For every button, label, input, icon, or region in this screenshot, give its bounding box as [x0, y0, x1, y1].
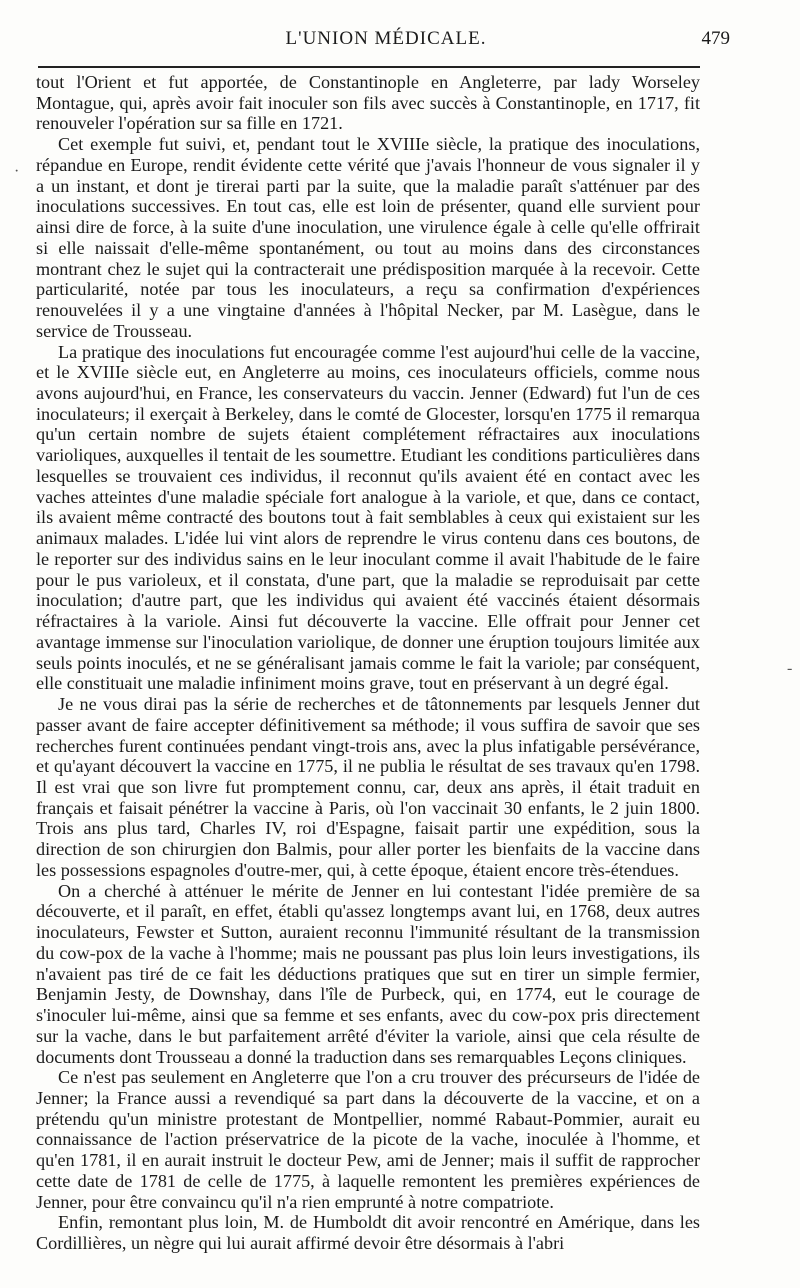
paragraph: Cet exemple fut suivi, et, pendant tout le XVIIIe siècle, la pratique des inoculations, répandue en Europe, rendit évidente cette vérité que j'avais l'honneur de vous signaler il y a un instant, et dont je tirerai parti par la suite, que la maladie paraît s'atténuer par des inoculations successives. En tout cas, elle est loin de présenter, quand elle survient pour ainsi dire de force, à la suite d'une inoculation, une virulence égale à celle qu'elle offrirait si elle naissait d'elle-même spontanément, ou tout au moins dans des circonstances montrant chez le sujet qui la contracterait une prédisposition marquée à la recevoir. Cette particularité, notée par tous les inoculateurs, a reçu sa confirmation d'expériences renouvelées il y a une vingtaine d'années à l'hôpital Necker, par M. Lasègue, dans le service de Trousseau. [36, 134, 700, 341]
paragraph: Je ne vous dirai pas la série de recherches et de tâtonnements par lesquels Jenner dut passer avant de faire accepter définitivement sa méthode; il vous suffira de savoir que ses recherches furent continuées pendant vingt-trois ans, avec la plus infatigable persévérance, et qu'ayant découvert la vaccine en 1775, il ne publia le résultat de ses travaux qu'en 1798. Il est vrai que son livre fut promptement connu, car, deux ans après, il était traduit en français et faisait pénétrer la vaccine à Paris, où l'on vaccinait 30 enfants, le 2 juin 1800. Trois ans plus tard, Charles IV, roi d'Espagne, faisait partir une expédition, sous la direction de son chirurgien don Balmis, pour aller porter les bienfaits de la vaccine dans les possessions espagnoles d'outre-mer, qui, à cette époque, étaient encore très-étendues. [36, 694, 700, 880]
paragraph: Ce n'est pas seulement en Angleterre que l'on a cru trouver des précurseurs de l'idée de Jenner; la France aussi a revendiqué sa part dans la découverte de la vaccine, et on a prétendu qu'un ministre protestant de Montpellier, nommé Rabaut-Pommier, aurait eu connaissance de l'action préservatrice de la picote de la vache, inoculée à l'homme, et qu'en 1781, il en aurait instruit le docteur Pew, ami de Jenner; mais il suffit de rapprocher cette date de 1781 de celle de 1775, à laquelle remontent les premières expériences de Jenner, pour être convaincu qu'il n'a rien emprunté à notre compatriote. [36, 1067, 700, 1212]
paragraph: Enfin, remontant plus loin, M. de Humboldt dit avoir rencontré en Amérique, dans les Cordillières, un nègre qui lui aurait affirmé devoir être désormais à l'abri [36, 1212, 700, 1254]
paragraph: On a cherché à atténuer le mérite de Jenner en lui contestant l'idée première de sa découverte, et il paraît, en effet, établi qu'assez longtemps avant lui, en 1768, deux autres inoculateurs, Fewster et Sutton, auraient reconnu l'immunité résultant de la transmission du cow-pox de la vache à l'homme; mais ne poussant pas plus loin leurs investigations, ils n'avaient pas tiré de ce fait les déductions pratiques que sut en tirer un simple fermier, Benjamin Jesty, de Downshay, dans l'île de Purbeck, qui, en 1774, eut le courage de s'inoculer lui-même, ainsi que sa femme et ses enfants, avec du cow-pox pris directement sur la vache, dans le but parfaitement arrêté d'éviter la variole, ainsi que cela résulte de documents dont Trousseau a donné la traduction dans ses remarquables Leçons cliniques. [36, 880, 700, 1067]
page-number: 479 [701, 28, 730, 49]
margin-dot: · [14, 163, 20, 180]
running-title: L'UNION MÉDICALE. [285, 28, 487, 49]
page-header [36, 28, 736, 58]
paragraph: tout l'Orient et fut apportée, de Constantinople en Angleterre, par lady Worseley Montague, qui, après avoir fait inoculer son fils avec succès à Constantinople, en 1717, fit renouveler l'opération sur sa fille en 1721. [36, 72, 700, 134]
header-rule [38, 66, 700, 68]
article-body [36, 72, 700, 1254]
paragraph: La pratique des inoculations fut encouragée comme l'est aujourd'hui celle de la vaccine, et le XVIIIe siècle eut, en Angleterre au moins, ces inoculateurs officiels, comme nous avons aujourd'hui, en France, les conservateurs du vaccin. Jenner (Edward) fut l'un de ces inoculateurs; il exerçait à Berkeley, dans le comté de Glocester, lorsqu'en 1775 il remarqua qu'un certain nombre de sujets étaient complétement réfractaires aux inoculations varioliques, auxquelles il tentait de les soumettre. Etudiant les conditions particulières dans lesquelles se trouvaient ces individus, il reconnut qu'ils avaient été en contact avec les vaches atteintes d'une maladie spéciale fort analogue à la variole, et que, dans ce contact, ils avaient même contracté des boutons tout à fait semblables à ceux qui existaient sur les animaux malades. L'idée lui vint alors de reprendre le virus contenu dans ces boutons, de le reporter sur des individus sains en le leur inoculant comme il avait l'habitude de le faire pour le pus varioleux, et il constata, d'une part, que la maladie se reproduisait par cette inoculation; d'autre part, que les individus qui avaient été vaccinés étaient désormais réfractaires à la variole. Ainsi fut découverte la vaccine. Elle offrait pour Jenner cet avantage immense sur l'inoculation variolique, de donner une éruption toujours limitée aux seuls points inoculés, et ne se généralisant jamais comme le fait la variole; par conséquent, elle constituait une maladie infiniment moins grave, tout en préservant à un degré égal. [36, 341, 700, 694]
margin-tick: - [787, 660, 793, 677]
